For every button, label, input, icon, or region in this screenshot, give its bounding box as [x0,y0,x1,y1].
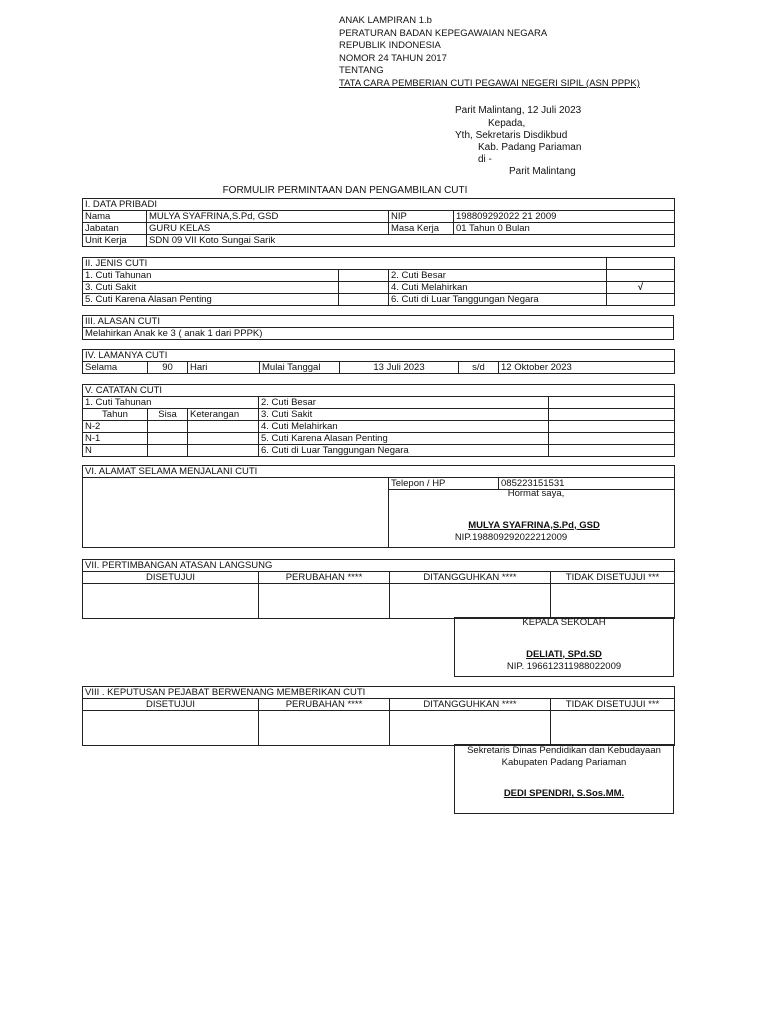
end-date[interactable]: 12 Oktober 2023 [499,362,675,374]
catatan-cell[interactable] [549,421,675,433]
catatan-cell[interactable] [549,433,675,445]
jenis-cuti-item: 5. Cuti Karena Alasan Penting [83,294,339,306]
col-tidak-disetujui: TIDAK DISETUJUI *** [551,699,675,711]
decision-cell[interactable] [83,584,259,619]
nip-label: NIP [389,211,454,223]
section-alasan-cuti [82,315,674,340]
jenis-cuti-item: 3. Cuti Sakit [83,282,339,294]
recipient-city: Parit Malintang [509,166,576,177]
sisa-cell[interactable] [148,421,188,433]
sisa-cell[interactable] [148,445,188,457]
catatan-item: 4. Cuti Melahirkan [259,421,549,433]
catatan-item: 3. Cuti Sakit [259,409,549,421]
unit-kerja-value[interactable]: SDN 09 VII Koto Sungai Sarik [147,235,675,247]
hari-label: Hari [188,362,260,374]
selama-label: Selama [83,362,148,374]
jenis-cuti-check[interactable] [607,270,675,282]
section-title: V. CATATAN CUTI [83,385,675,397]
sekretaris-role-2: Kabupaten Padang Pariaman [501,756,627,768]
catatan-cell[interactable] [549,397,675,409]
section-title: I. DATA PRIBADI [83,199,675,211]
form-title: FORMULIR PERMINTAAN DAN PENGAMBILAN CUTI [222,185,468,196]
col-perubahan: PERUBAHAN **** [259,699,390,711]
kepala-role: KEPALA SEKOLAH [522,617,606,628]
section-lamanya-cuti [82,349,675,374]
days-value[interactable]: 90 [148,362,188,374]
jenis-cuti-item: 6. Cuti di Luar Tanggungan Negara [389,294,607,306]
decision-cell[interactable] [259,711,390,746]
catatan-item: 6. Cuti di Luar Tanggungan Negara [259,445,549,457]
col-sisa: Sisa [148,409,188,421]
attachment-header [339,15,640,91]
decision-cell[interactable] [390,584,551,619]
jenis-cuti-check[interactable] [339,282,389,294]
header-line: NOMOR 24 TAHUN 2017 [339,52,447,64]
place-date: Parit Malintang, 12 Juli 2023 [455,105,582,116]
kepala-name: DELIATI, SPd.SD [526,648,602,660]
decision-cell[interactable] [551,711,675,746]
col-keterangan: Keterangan [188,409,259,421]
col-tidak-disetujui: TIDAK DISETUJUI *** [551,572,675,584]
cuti-tahunan-label: 1. Cuti Tahunan [83,397,259,409]
col-perubahan: PERUBAHAN **** [259,572,390,584]
jenis-cuti-check[interactable] [339,294,389,306]
jenis-cuti-item: 1. Cuti Tahunan [83,270,339,282]
tahun-row: N [83,445,148,457]
signature-block-kepala [454,618,674,672]
alasan-value[interactable]: Melahirkan Anak ke 3 ( anak 1 dari PPPK) [83,328,674,340]
section-catatan-cuti [82,384,675,457]
applicant-name: MULYA SYAFRINA,S.Pd, GSD [468,519,600,531]
section-title: II. JENIS CUTI [83,258,607,270]
col-disetujui: DISETUJUI [83,572,259,584]
catatan-item: 2. Cuti Besar [259,397,549,409]
section-title: VIII . KEPUTUSAN PEJABAT BERWENANG MEMBERIKAN CUTI [83,687,675,699]
section-jenis-cuti [82,257,675,306]
jenis-cuti-item: 2. Cuti Besar [389,270,607,282]
col-disetujui: DISETUJUI [83,699,259,711]
telepon-value[interactable]: 085223151531 [499,478,675,490]
header-line: REPUBLIK INDONESIA [339,40,441,52]
col-ditangguhkan: DITANGGUHKAN **** [390,699,551,711]
section-title: VII. PERTIMBANGAN ATASAN LANGSUNG [83,560,675,572]
catatan-item: 5. Cuti Karena Alasan Penting [259,433,549,445]
keterangan-cell[interactable] [188,445,259,457]
section-data-pribadi [82,198,675,247]
sd-label: s/d [459,362,499,374]
sisa-cell[interactable] [148,433,188,445]
header-line: ANAK LAMPIRAN 1.b [339,15,432,26]
catatan-cell[interactable] [549,409,675,421]
header-line-title: TATA CARA PEMBERIAN CUTI PEGAWAI NEGERI SIPIL (ASN PPPK) [339,77,640,89]
alamat-field[interactable] [83,478,389,548]
header-line: PERATURAN BADAN KEPEGAWAIAN NEGARA [339,27,548,39]
nip-value[interactable]: 198809292022 21 2009 [454,211,675,223]
signature-block-applicant [388,489,674,543]
section-title: IV. LAMANYA CUTI [83,350,675,362]
nama-value[interactable]: MULYA SYAFRINA,S.Pd, GSD [147,211,389,223]
col-tahun: Tahun [83,409,148,421]
unit-kerja-label: Unit Kerja [83,235,147,247]
jenis-cuti-check[interactable] [339,270,389,282]
keterangan-cell[interactable] [188,433,259,445]
sekretaris-name: DEDI SPENDRI, S.Sos.MM. [503,788,625,799]
start-date[interactable]: 13 Juli 2023 [340,362,459,374]
masa-kerja-value[interactable]: 01 Tahun 0 Bulan [454,223,675,235]
mulai-label: Mulai Tanggal [260,362,340,374]
tahun-row: N-2 [83,421,148,433]
jabatan-value[interactable]: GURU KELAS [147,223,389,235]
jenis-cuti-check[interactable] [607,294,675,306]
decision-cell[interactable] [390,711,551,746]
header-line: TENTANG [339,65,384,77]
telepon-label: Telepon / HP [389,478,499,490]
signature-block-sekretaris [454,746,674,799]
recipient: Yth, Sekretaris Disdikbud [455,130,568,141]
recipient-di: di - [478,154,492,165]
nama-label: Nama [83,211,147,223]
check-mark-icon[interactable]: √ [607,282,675,294]
sekretaris-role: Sekretaris Dinas Pendidikan dan Kebudayaan [467,745,661,756]
tahun-row: N-1 [83,433,148,445]
jenis-cuti-item: 4. Cuti Melahirkan [389,282,607,294]
masa-kerja-label: Masa Kerja [389,223,454,235]
kepala-nip: NIP. 196612311988022009 [506,661,622,672]
hormat-saya: Hormat saya, [507,488,565,499]
kepada: Kepada, [488,118,526,129]
section-pertimbangan [82,559,675,619]
jabatan-label: Jabatan [83,223,147,235]
section-keputusan [82,686,675,746]
decision-cell[interactable] [259,584,390,619]
decision-cell[interactable] [551,584,675,619]
applicant-nip: NIP.198809292022212009 [454,532,568,543]
section-title: VI. ALAMAT SELAMA MENJALANI CUTI [83,466,675,478]
decision-cell[interactable] [83,711,259,746]
col-ditangguhkan: DITANGGUHKAN **** [390,572,551,584]
section-title: III. ALASAN CUTI [83,316,674,328]
catatan-cell[interactable] [549,445,675,457]
recipient-kab: Kab. Padang Pariaman [478,142,582,153]
keterangan-cell[interactable] [188,421,259,433]
